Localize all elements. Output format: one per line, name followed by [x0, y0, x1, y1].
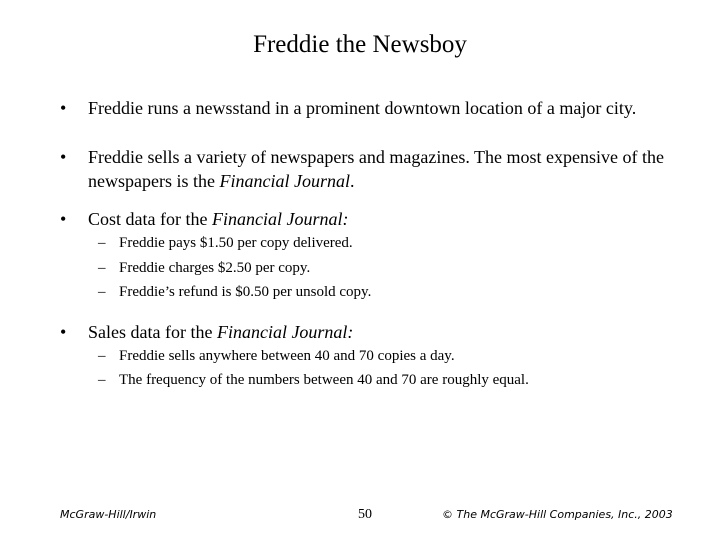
slide-title: Freddie the Newsboy	[253, 31, 467, 58]
sub-item-text: Freddie pays $1.50 per copy delivered.	[119, 235, 353, 251]
bullet-icon: •	[60, 322, 67, 342]
bullet-text-emphasis: Financial Journal	[219, 171, 350, 191]
bullet-text	[88, 145, 678, 193]
dash-icon: –	[98, 235, 106, 251]
footer-publisher: McGraw-Hill/Irwin	[60, 508, 157, 521]
bullet-icon: •	[60, 147, 67, 167]
bullet-text-emphasis: Financial Journal:	[216, 322, 354, 342]
bullet-text-plain: Freddie sells a variety of newspapers and magazines. The most expensive of the newspapers is the	[88, 147, 664, 191]
bullet-icon: •	[60, 209, 67, 229]
sub-item-text: The frequency of the numbers between 40 and 70 are roughly equal.	[119, 372, 529, 388]
sub-item-text: Freddie charges $2.50 per copy.	[119, 260, 311, 276]
bullet-text	[88, 320, 678, 344]
dash-icon: –	[98, 348, 106, 364]
bullet-text: Freddie runs a newsstand in a prominent downtown location of a major city.	[88, 98, 637, 118]
dash-icon: –	[98, 284, 106, 300]
sub-item-text: Freddie’s refund is $0.50 per unsold copy.	[119, 284, 372, 300]
footer-copyright: © The McGraw-Hill Companies, Inc., 2003	[442, 508, 673, 521]
bullet-icon: •	[60, 98, 67, 118]
sub-item-text: Freddie sells anywhere between 40 and 70 copies a day.	[119, 348, 455, 364]
page-number: 50	[358, 507, 372, 522]
bullet-text-emphasis: Financial Journal:	[211, 209, 349, 229]
bullet-text-plain: Cost data for the	[88, 209, 212, 229]
bullet-text-plain: Sales data for the	[88, 322, 217, 342]
dash-icon: –	[98, 260, 106, 276]
bullet-text	[88, 207, 678, 231]
bullet-text-end: .	[349, 171, 355, 191]
dash-icon: –	[98, 372, 106, 388]
